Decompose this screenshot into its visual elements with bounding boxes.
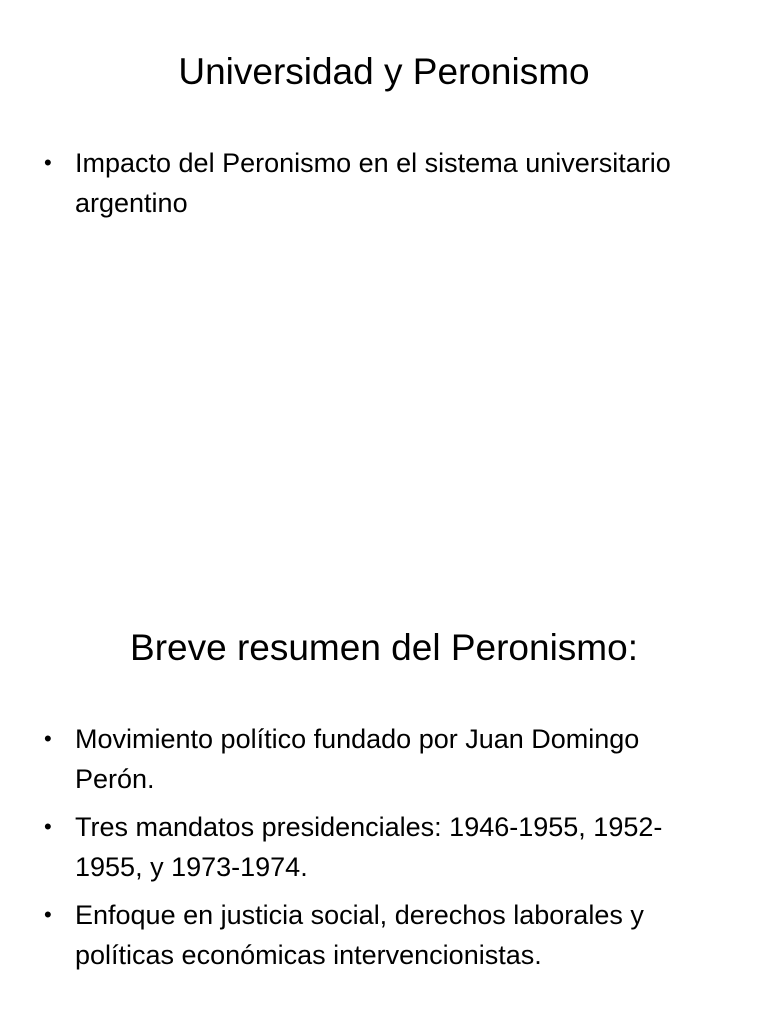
bullet-text: Movimiento político fundado por Juan Domingo Perón. — [75, 724, 640, 794]
slide-1-bullet-item — [40, 143, 720, 223]
bullet-icon: • — [44, 726, 52, 751]
slide-2-bullet-item — [40, 807, 720, 887]
slide-1-title: Universidad y Peronismo — [178, 51, 590, 92]
bullet-text: Tres mandatos presidenciales: 1946-1955, 1952-1955, y 1973-1974. — [75, 812, 663, 882]
slide-2-bullet-item — [40, 719, 720, 799]
bullet-icon: • — [44, 902, 52, 927]
slide-1-bullet-list — [40, 143, 720, 231]
slide-2-bullet-list — [40, 719, 720, 983]
bullet-text: Impacto del Peronismo en el sistema universitario argentino — [75, 148, 671, 218]
slide-2-bullet-item — [40, 895, 720, 975]
bullet-icon: • — [44, 150, 52, 175]
slide-2-title: Breve resumen del Peronismo: — [130, 627, 638, 668]
slide-2 — [0, 512, 768, 1024]
bullet-text: Enfoque en justicia social, derechos laborales y políticas económicas intervencionistas. — [75, 900, 644, 970]
bullet-icon: • — [44, 814, 52, 839]
